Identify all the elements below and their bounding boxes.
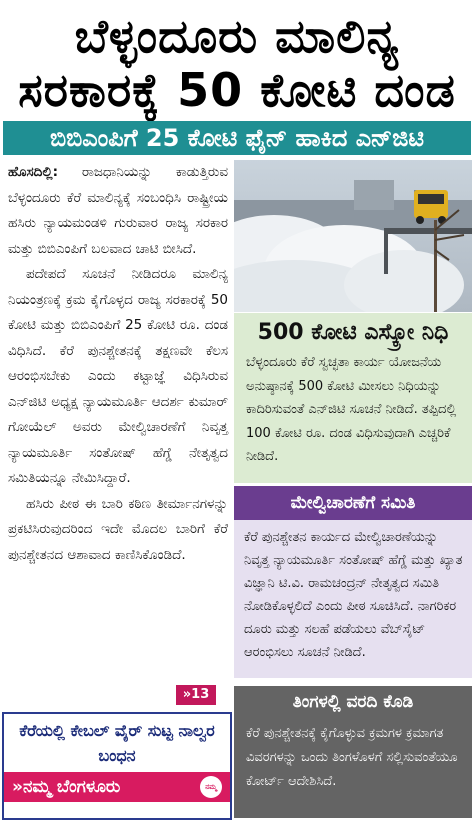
headline-line-1: ಬೆಳ್ಳಂದೂರು ಮಾಲಿನ್ಯ (74, 9, 400, 63)
article-body (8, 160, 228, 568)
escrow-fund-title: 500 ಕೋಟಿ ಎಸ್ಕ್ರೋ ನಿಧಿ (257, 320, 449, 345)
escrow-fund-body: ಬೆಳ್ಳಂದೂರು ಕೆರೆ ಸ್ವಚ್ಛತಾ ಕಾರ್ಯ ಯೋಜನೆಯ ಅನುಷ್ಠಾನಕ್ಕೆ 500 ಕೋಟಿ ಮೀಸಲು ನಿಧಿಯನ್ನು ಕಾದಿರಿಸುವಂತೆ ಎನ್‌ಜಿಟಿ ಸೂಚನೆ ನೀಡಿದೆ. ತಪ್ಪಿದಲ್ಲಿ 100 ಕೋಟಿ ರೂ. ದಂಡ ವಿಧಿಸುವುದಾಗಿ ಎಚ್ಚರಿಕೆ ನೀಡಿದೆ. (246, 355, 457, 464)
promo-headline[interactable]: ಕೆರೆಯಲ್ಲಿ ಕೇಬಲ್ ವೈರ್ ಸುಟ್ಟ ನಾಲ್ವರ ಬಂಧನ (19, 721, 215, 765)
report-title: ತಿಂಗಳಲ್ಲಿ ವರದಿ ಕೊಡಿ (292, 692, 414, 712)
promo-section-label: »ನಮ್ಮ ಬೆಂಗಳೂರು (12, 777, 121, 797)
headline-line-2: ಸರಕಾರಕ್ಕೆ 50 ಕೋಟಿ ದಂಡ (18, 63, 456, 117)
report-body: ಕೆರೆ ಪುನಶ್ಚೇತನಕ್ಕೆ ಕೈಗೊಳ್ಳುವ ಕ್ರಮಗಳ ಕ್ರಮಾಗತ ವಿವರಗಳನ್ನು ಒಂದು ತಿಂಗಳೊಳಗೆ ಸಲ್ಲಿಸುವಂತೆಯೂ ಕೋರ್ಟ್ ಆದೇಶಿಸಿದೆ. (246, 726, 458, 789)
committee-box (234, 486, 472, 678)
page-reference-badge[interactable]: »13 (176, 685, 216, 705)
photo-illustration (234, 160, 472, 312)
subheadline-bar: ಬಿಬಿಎಂಪಿಗೆ 25 ಕೋಟಿ ಫೈನ್ ಹಾಕಿದ ಎನ್‌ಜಿಟಿ (3, 121, 471, 155)
committee-title: ಮೇಲ್ವಿಚಾರಣೆಗೆ ಸಮಿತಿ (234, 486, 472, 520)
promo-section-band (4, 772, 230, 802)
report-box (234, 686, 472, 818)
article-paragraph-2: ಪದೇಪದೆ ಸೂಚನೆ ನೀಡಿದರೂ ಮಾಲಿನ್ಯ ನಿಯಂತ್ರಣಕ್ಕೆ ಕ್ರಮ ಕೈಗೊಳ್ಳದ ರಾಜ್ಯ ಸರಕಾರಕ್ಕೆ 50 ಕೋಟಿ ಮತ್ತು ಬಿಬಿಎಂಪಿಗೆ 25 ಕೋಟಿ ರೂ. ದಂಡ ವಿಧಿಸಿದೆ. ಕೆರೆ ಪುನಶ್ಚೇತನಕ್ಕೆ ತಕ್ಷಣವೇ ಕೆಲಸ ಆರಂಭಿಸಬೇಕು ಎಂದು ಕಟ್ಟಾಜ್ಞೆ ವಿಧಿಸಿರುವ ಎನ್‌ಜಿಟಿ ಅಧ್ಯಕ್ಷ ನ್ಯಾಯಮೂರ್ತಿ ಆದರ್ಶ ಕುಮಾರ್ ಗೋಯೆಲ್ ಅವರು ಮೇಲ್ವಿಚಾರಣೆಗೆ ನಿವೃತ್ತ ನ್ಯಾಯಮೂರ್ತಿ ಸಂತೋಷ್ ಹೆಗ್ಡೆ ನೇತೃತ್ವದ ಸಮಿತಿಯನ್ನೂ ನೇಮಿಸಿದ್ದಾರೆ. (8, 266, 228, 486)
committee-body: ಕೆರೆ ಪುನಶ್ಚೇತನ ಕಾರ್ಯದ ಮೇಲ್ವಿಚಾರಣೆಯನ್ನು ನಿವೃತ್ತ ನ್ಯಾಯಮೂರ್ತಿ ಸಂತೋಷ್ ಹೆಗ್ಡೆ ಮತ್ತು ಖ್ಯಾತ ವಿಜ್ಞಾನಿ ಟಿ.ವಿ. ರಾಮಚಂದ್ರನ್ ನೇತೃತ್ವದ ಸಮಿತಿ ನೋಡಿಕೊಳ್ಳಲಿದೆ ಎಂದು ಪೀಠ ಸೂಚಿಸಿದೆ. ನಾಗರಿಕರ ದೂರು ಮತ್ತು ಸಲಹೆ ಪಡೆಯಲು ವೆಬ್‌ಸೈಟ್ ಆರಂಭಿಸಲು ಸೂಚನೆ ನೀಡಿದೆ. (244, 530, 463, 660)
article-paragraph-3: ಹಸಿರು ಪೀಠ ಈ ಬಾರಿ ಕಠಿಣ ತೀರ್ಮಾನಗಳನ್ನು ಪ್ರಕಟಿಸಿರುವುದರಿಂದ ಇದೇ ಮೊದಲ ಬಾರಿಗೆ ಕೆರೆ ಪುನಶ್ಚೇತನದ ಆಶಾವಾದ ಕಾಣಿಸಿಕೊಂಡಿದೆ. (8, 495, 228, 563)
lake-foam-photo (234, 160, 472, 312)
section-logo-text: ನಮ್ಮ (205, 783, 217, 791)
dateline: ಹೊಸದಿಲ್ಲಿ: (8, 164, 59, 180)
escrow-fund-box (234, 313, 472, 483)
related-story-promo[interactable] (2, 712, 232, 820)
article-paragraph-1: ರಾಜಧಾನಿಯನ್ನು ಕಾಡುತ್ತಿರುವ ಬೆಳ್ಳಂದೂರು ಕೆರೆ ಮಾಲಿನ್ಯಕ್ಕೆ ಸಂಬಂಧಿಸಿ ರಾಷ್ಟ್ರೀಯ ಹಸಿರು ನ್ಯಾಯಮಂಡಳಿ ಗುರುವಾರ ರಾಜ್ಯ ಸರಕಾರ ಮತ್ತು ಬಿಬಿಎಂಪಿಗೆ ಬಲವಾದ ಚಾಟಿ ಬೀಸಿದೆ. (8, 164, 229, 257)
section-logo-icon (200, 776, 222, 798)
